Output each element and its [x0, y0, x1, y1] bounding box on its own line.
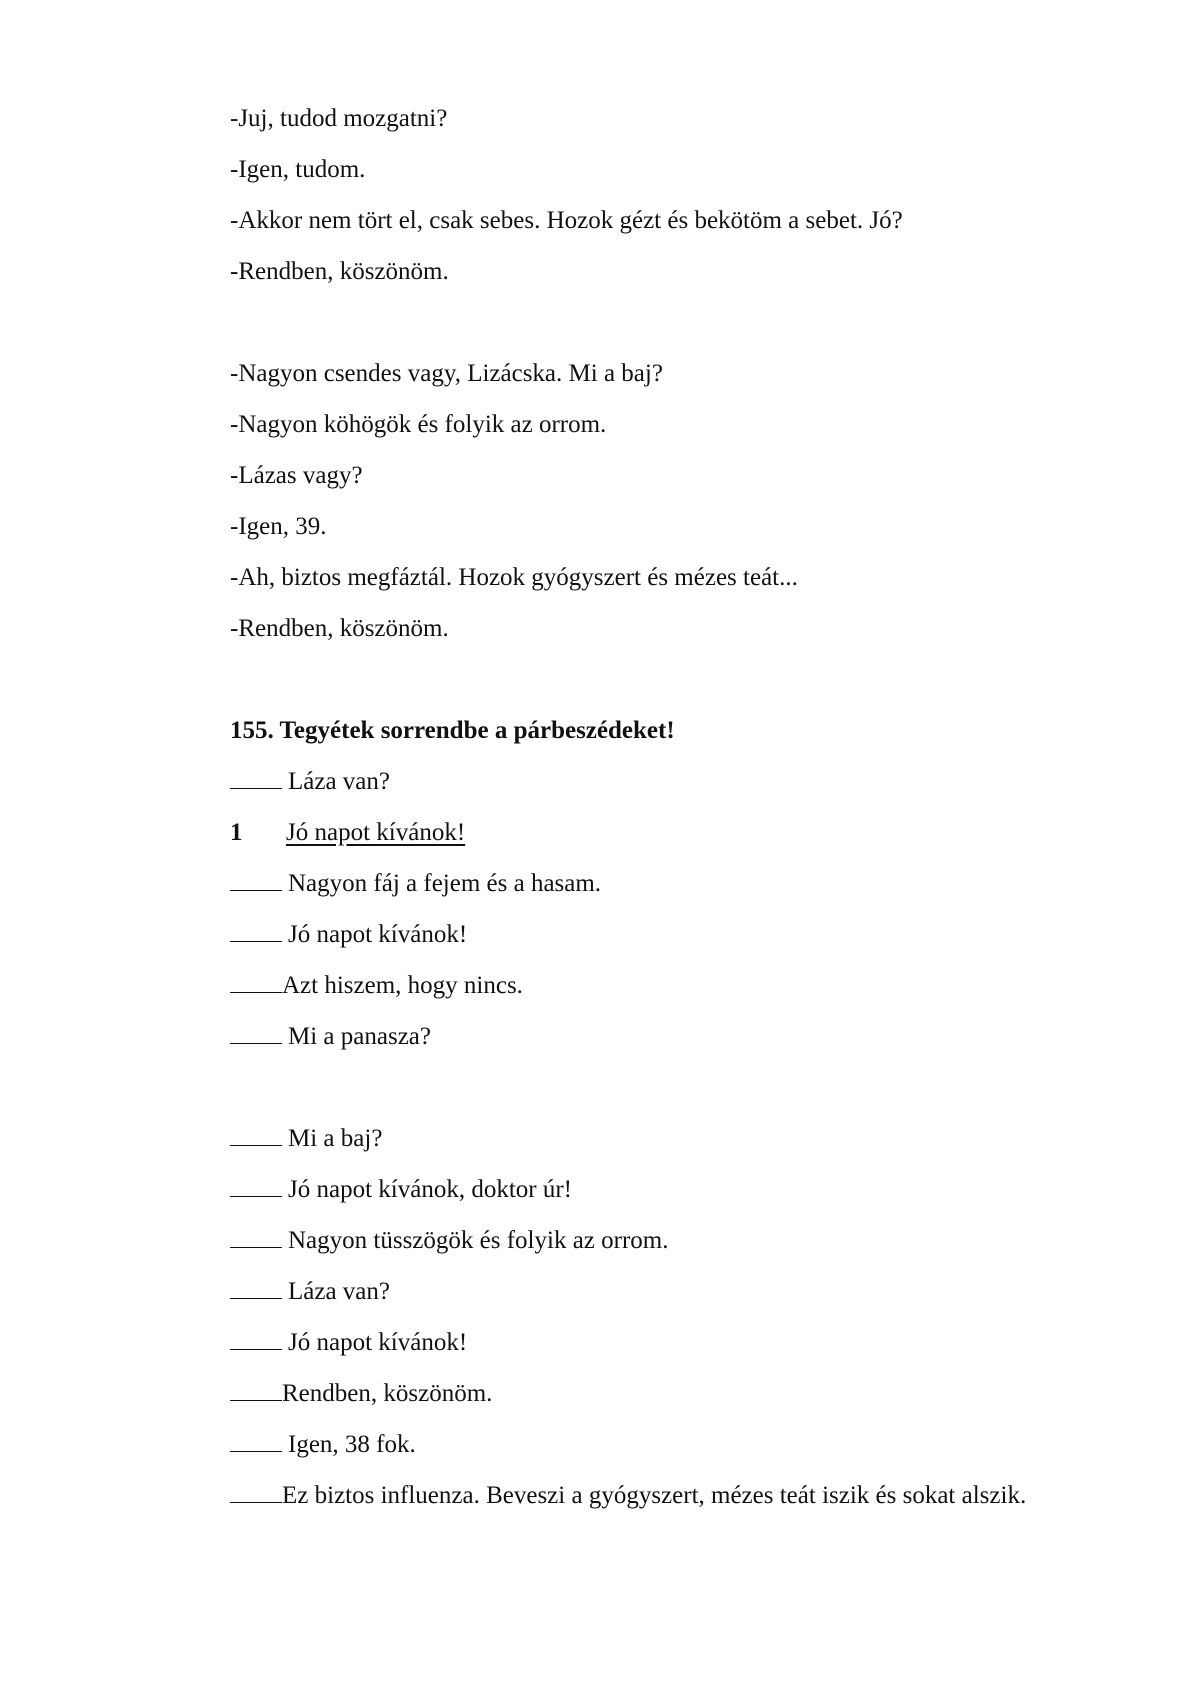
ordering-item-text: Azt hiszem, hogy nincs. [282, 972, 523, 999]
dialogue-line: -Rendben, köszönöm. [230, 258, 449, 285]
exercise-set-1 [230, 756, 1130, 1062]
ordering-item-text: Mi a baj? [288, 1125, 383, 1152]
dialogue-line: -Ah, biztos megfáztál. Hozok gyógyszert és mézes teát... [230, 564, 798, 591]
dialogue-line: -Akkor nem tört el, csak sebes. Hozok gézt és bekötöm a sebet. Jó? [230, 207, 903, 234]
ordering-item-text: Jó napot kívánok! [288, 921, 468, 948]
ordering-item-text: Nagyon tüsszögök és folyik az orrom. [288, 1227, 669, 1254]
spacer [230, 654, 1130, 705]
dialogue-line: -Rendben, köszönöm. [230, 615, 449, 642]
ordering-item-text: Mi a panasza? [288, 1023, 431, 1050]
dialogue-line: -Nagyon csendes vagy, Lizácska. Mi a baj? [230, 360, 663, 387]
ordering-item-text: Jó napot kívánok, doktor úr! [288, 1176, 572, 1203]
exercise-set-2 [230, 1113, 1130, 1521]
dialogue-1 [230, 93, 1130, 297]
ordering-item-text: Láza van? [288, 768, 391, 795]
answer-blank[interactable] [230, 1176, 282, 1197]
answer-blank[interactable] [230, 1278, 282, 1299]
ordering-item [230, 960, 1130, 1011]
ordering-item [230, 1215, 1130, 1266]
answer-blank[interactable] [230, 1380, 282, 1401]
ordering-item-text: Jó napot kívánok! [288, 1329, 468, 1356]
dialogue-line: -Nagyon köhögök és folyik az orrom. [230, 411, 607, 438]
ordering-item [230, 1164, 1130, 1215]
ordering-item [230, 1419, 1130, 1470]
answer-blank[interactable] [230, 972, 282, 993]
ordering-item [230, 1317, 1130, 1368]
exercise-heading: 155. Tegyétek sorrendbe a párbeszédeket! [230, 717, 675, 744]
ordering-item [230, 1470, 1130, 1521]
ordering-item [230, 858, 1130, 909]
spacer [230, 1062, 1130, 1113]
dialogue-line: -Juj, tudod mozgatni? [230, 105, 448, 132]
answer-blank[interactable] [230, 1329, 282, 1350]
dialogue-2 [230, 348, 1130, 654]
answer-number[interactable]: 1 [230, 819, 243, 846]
ordering-item-text: Rendben, köszönöm. [282, 1380, 493, 1407]
ordering-item-text: Ez biztos influenza. Beveszi a gyógyszert, mézes teát iszik és sokat alszik. [282, 1482, 1027, 1509]
answer-blank[interactable] [230, 870, 282, 891]
ordering-item [230, 1011, 1130, 1062]
dialogue-line: -Igen, tudom. [230, 156, 366, 183]
answer-blank[interactable] [230, 1227, 282, 1248]
ordering-item [230, 909, 1130, 960]
answer-blank[interactable] [230, 921, 282, 942]
answer-blank[interactable] [230, 1023, 282, 1044]
answer-blank[interactable] [230, 768, 282, 789]
ordering-item [230, 1266, 1130, 1317]
ordering-item-text: Igen, 38 fok. [288, 1431, 416, 1458]
ordering-item [230, 1368, 1130, 1419]
answer-blank[interactable] [230, 1482, 282, 1503]
dialogue-line: -Igen, 39. [230, 513, 327, 540]
answer-blank[interactable] [230, 1125, 282, 1146]
spacer [230, 297, 1130, 348]
ordering-item [230, 1113, 1130, 1164]
ordering-item-text: Nagyon fáj a fejem és a hasam. [288, 870, 602, 897]
ordering-item-text: Láza van? [288, 1278, 391, 1305]
dialogue-line: -Lázas vagy? [230, 462, 363, 489]
ordering-item-text: Jó napot kívánok! [286, 819, 466, 846]
ordering-item-filled [230, 807, 1130, 858]
ordering-item [230, 756, 1130, 807]
answer-blank[interactable] [230, 1431, 282, 1452]
document-page [230, 93, 1130, 1521]
